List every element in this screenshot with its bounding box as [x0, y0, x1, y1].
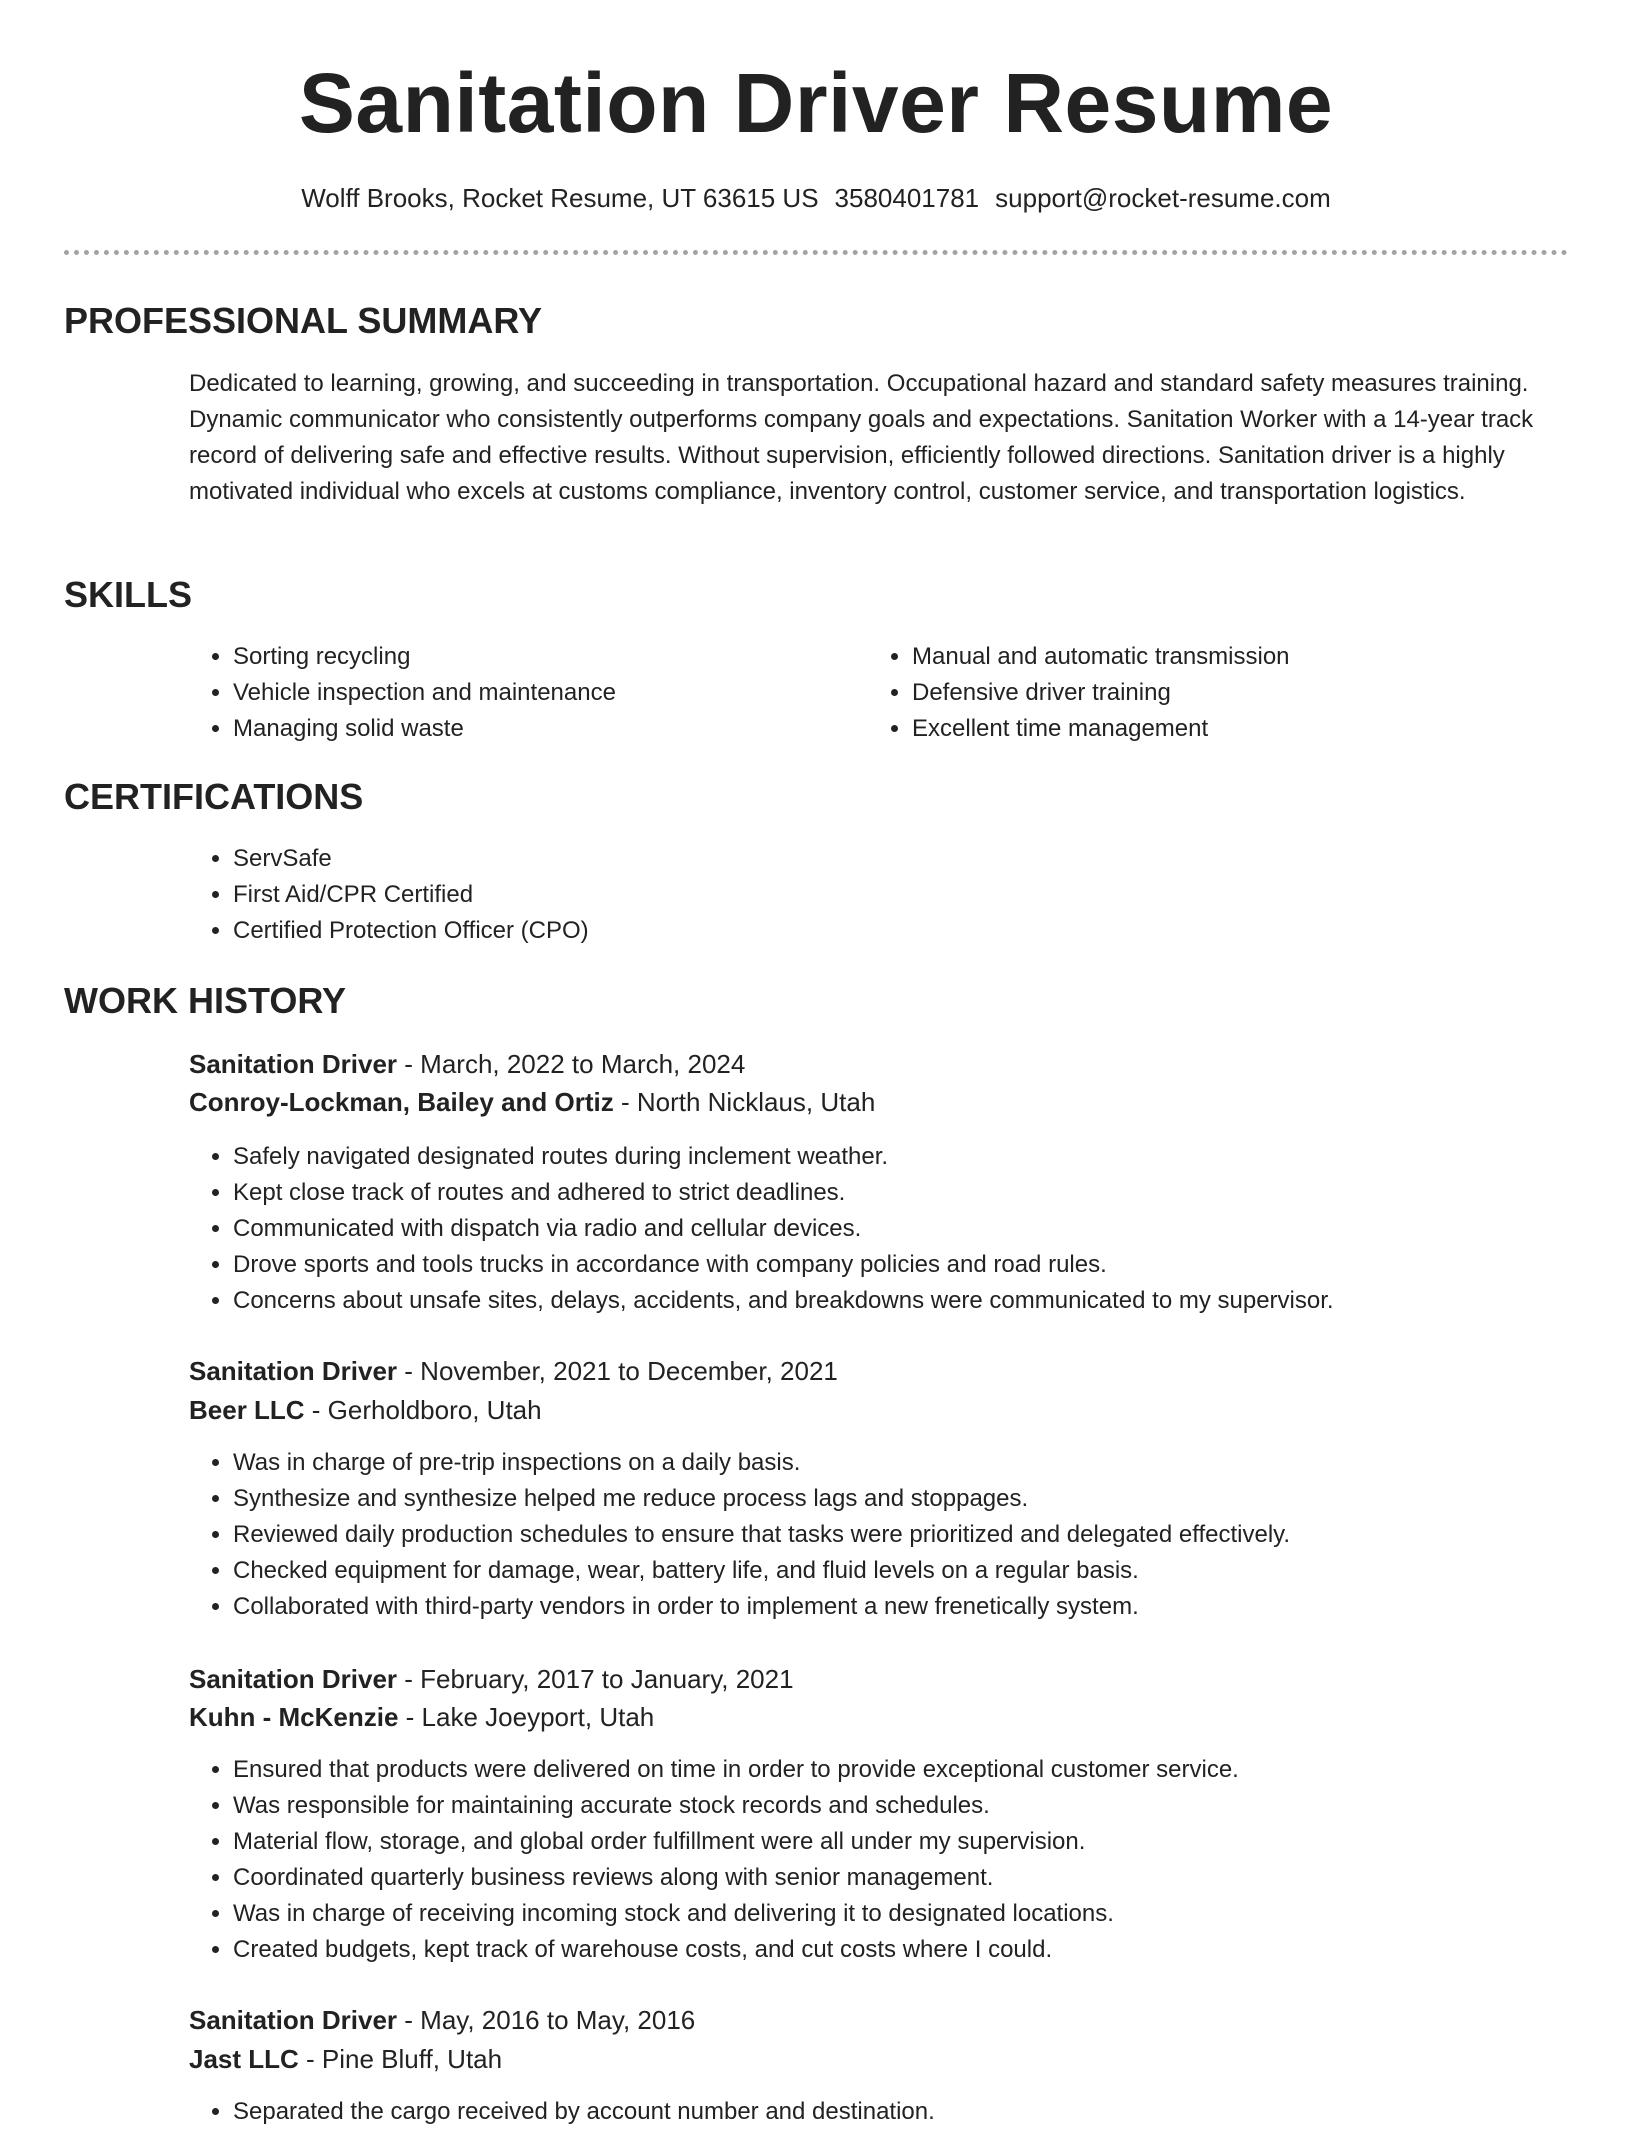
contact-email: support@rocket-resume.com: [995, 183, 1331, 213]
contact-line: [0, 178, 1632, 218]
job-location: - Lake Joeyport, Utah: [398, 1702, 655, 1732]
certification-item: • ServSafe: [233, 841, 1533, 877]
job-bullet: • Safely navigated designated routes during inclement weather.: [233, 1139, 1613, 1175]
job-dates: - November, 2021 to December, 2021: [397, 1356, 838, 1386]
job-company: Beer LLC: [189, 1395, 305, 1425]
skill-item: • Managing solid waste: [233, 711, 853, 747]
job-title-line: [189, 2001, 695, 2039]
job-bullets: [189, 1752, 1613, 1968]
job-bullet: • Was in charge of pre-trip inspections on a daily basis.: [233, 1445, 1613, 1481]
job-title-line: [189, 1045, 745, 1083]
job-title-line: [189, 1352, 838, 1390]
job-bullet: • Communicated with dispatch via radio and cellular devices.: [233, 1211, 1613, 1247]
job-title: Sanitation Driver: [189, 1664, 398, 1694]
job-company-line: [189, 1083, 875, 1121]
job-company: Kuhn - McKenzie: [189, 1702, 399, 1732]
job-title-line: [189, 1660, 794, 1698]
header-divider: [64, 250, 1568, 255]
job-bullet: • Created budgets, kept track of warehouse costs, and cut costs where I could.: [233, 1932, 1613, 1968]
summary-text: Dedicated to learning, growing, and succeeding in transportation. Occupational hazard and standard safety measures training. Dynamic communicator who consistently outperforms company goals and expectations. Sanitation Worker with a 14-year track record of delivering safe and effective results. Without supervision, efficiently followed directions. Sanitation driver is a highly motivated individual who excels at customs compliance, inventory control, customer service, and transportation logistics.: [189, 370, 1534, 505]
job-bullet: • Ensured that products were delivered on time in order to provide exceptional customer service.: [233, 1752, 1613, 1788]
skill-item: • Manual and automatic transmission: [912, 639, 1552, 675]
skills-heading: SKILLS: [64, 574, 193, 615]
contact-phone: 3580401781: [834, 183, 980, 213]
resume-title: Sanitation Driver Resume: [298, 56, 1334, 150]
job-company-line: [189, 1698, 654, 1736]
job-company-line: [189, 2040, 502, 2078]
job-bullets: [189, 2094, 1613, 2130]
job-bullet: • Drove sports and tools trucks in accordance with company policies and road rules.: [233, 1247, 1613, 1283]
skill-item: • Vehicle inspection and maintenance: [233, 675, 853, 711]
job-bullet: • Reviewed daily production schedules to ensure that tasks were prioritized and delegated effectively.: [233, 1517, 1613, 1553]
job-bullet: • Was responsible for maintaining accurate stock records and schedules.: [233, 1788, 1613, 1824]
contact-address: Wolff Brooks, Rocket Resume, UT 63615 US: [301, 183, 819, 213]
job-bullet: • Material flow, storage, and global order fulfillment were all under my supervision.: [233, 1824, 1613, 1860]
work-history-heading: WORK HISTORY: [64, 980, 347, 1021]
skill-item: • Excellent time management: [912, 711, 1552, 747]
job-bullet: • Checked equipment for damage, wear, battery life, and fluid levels on a regular basis.: [233, 1553, 1613, 1589]
skill-item: • Defensive driver training: [912, 675, 1552, 711]
job-location: - North Nicklaus, Utah: [613, 1087, 876, 1117]
job-company: Jast LLC: [189, 2044, 299, 2074]
job-bullet: • Collaborated with third-party vendors in order to implement a new frenetically system.: [233, 1589, 1613, 1625]
certification-item: • Certified Protection Officer (CPO): [233, 913, 1533, 949]
job-location: - Pine Bluff, Utah: [298, 2044, 503, 2074]
job-bullets: [189, 1445, 1613, 1625]
job-bullet: • Kept close track of routes and adhered to strict deadlines.: [233, 1175, 1613, 1211]
job-dates: - March, 2022 to March, 2024: [397, 1049, 746, 1079]
job-dates: - May, 2016 to May, 2016: [397, 2005, 696, 2035]
certification-item: • First Aid/CPR Certified: [233, 877, 1533, 913]
job-bullet: • Synthesize and synthesize helped me reduce process lags and stoppages.: [233, 1481, 1613, 1517]
certifications-heading: CERTIFICATIONS: [64, 776, 364, 817]
job-bullet: • Concerns about unsafe sites, delays, accidents, and breakdowns were communicated to my supervisor.: [233, 1283, 1613, 1319]
skill-item: • Sorting recycling: [233, 639, 853, 675]
skills-list-right: [868, 639, 1552, 747]
job-location: - Gerholdboro, Utah: [304, 1395, 542, 1425]
job-title: Sanitation Driver: [189, 1049, 398, 1079]
job-company: Conroy-Lockman, Bailey and Ortiz: [189, 1087, 614, 1117]
certifications-list: [189, 841, 1533, 949]
job-bullet: • Coordinated quarterly business reviews along with senior management.: [233, 1860, 1613, 1896]
skills-list-left: [189, 639, 853, 747]
job-company-line: [189, 1391, 542, 1429]
job-title: Sanitation Driver: [189, 2005, 398, 2035]
job-title: Sanitation Driver: [189, 1356, 398, 1386]
summary-heading: PROFESSIONAL SUMMARY: [64, 300, 543, 341]
job-bullets: [189, 1139, 1613, 1319]
job-bullet: • Was in charge of receiving incoming stock and delivering it to designated locations.: [233, 1896, 1613, 1932]
job-dates: - February, 2017 to January, 2021: [397, 1664, 794, 1694]
job-bullet: • Separated the cargo received by account number and destination.: [233, 2094, 1613, 2130]
